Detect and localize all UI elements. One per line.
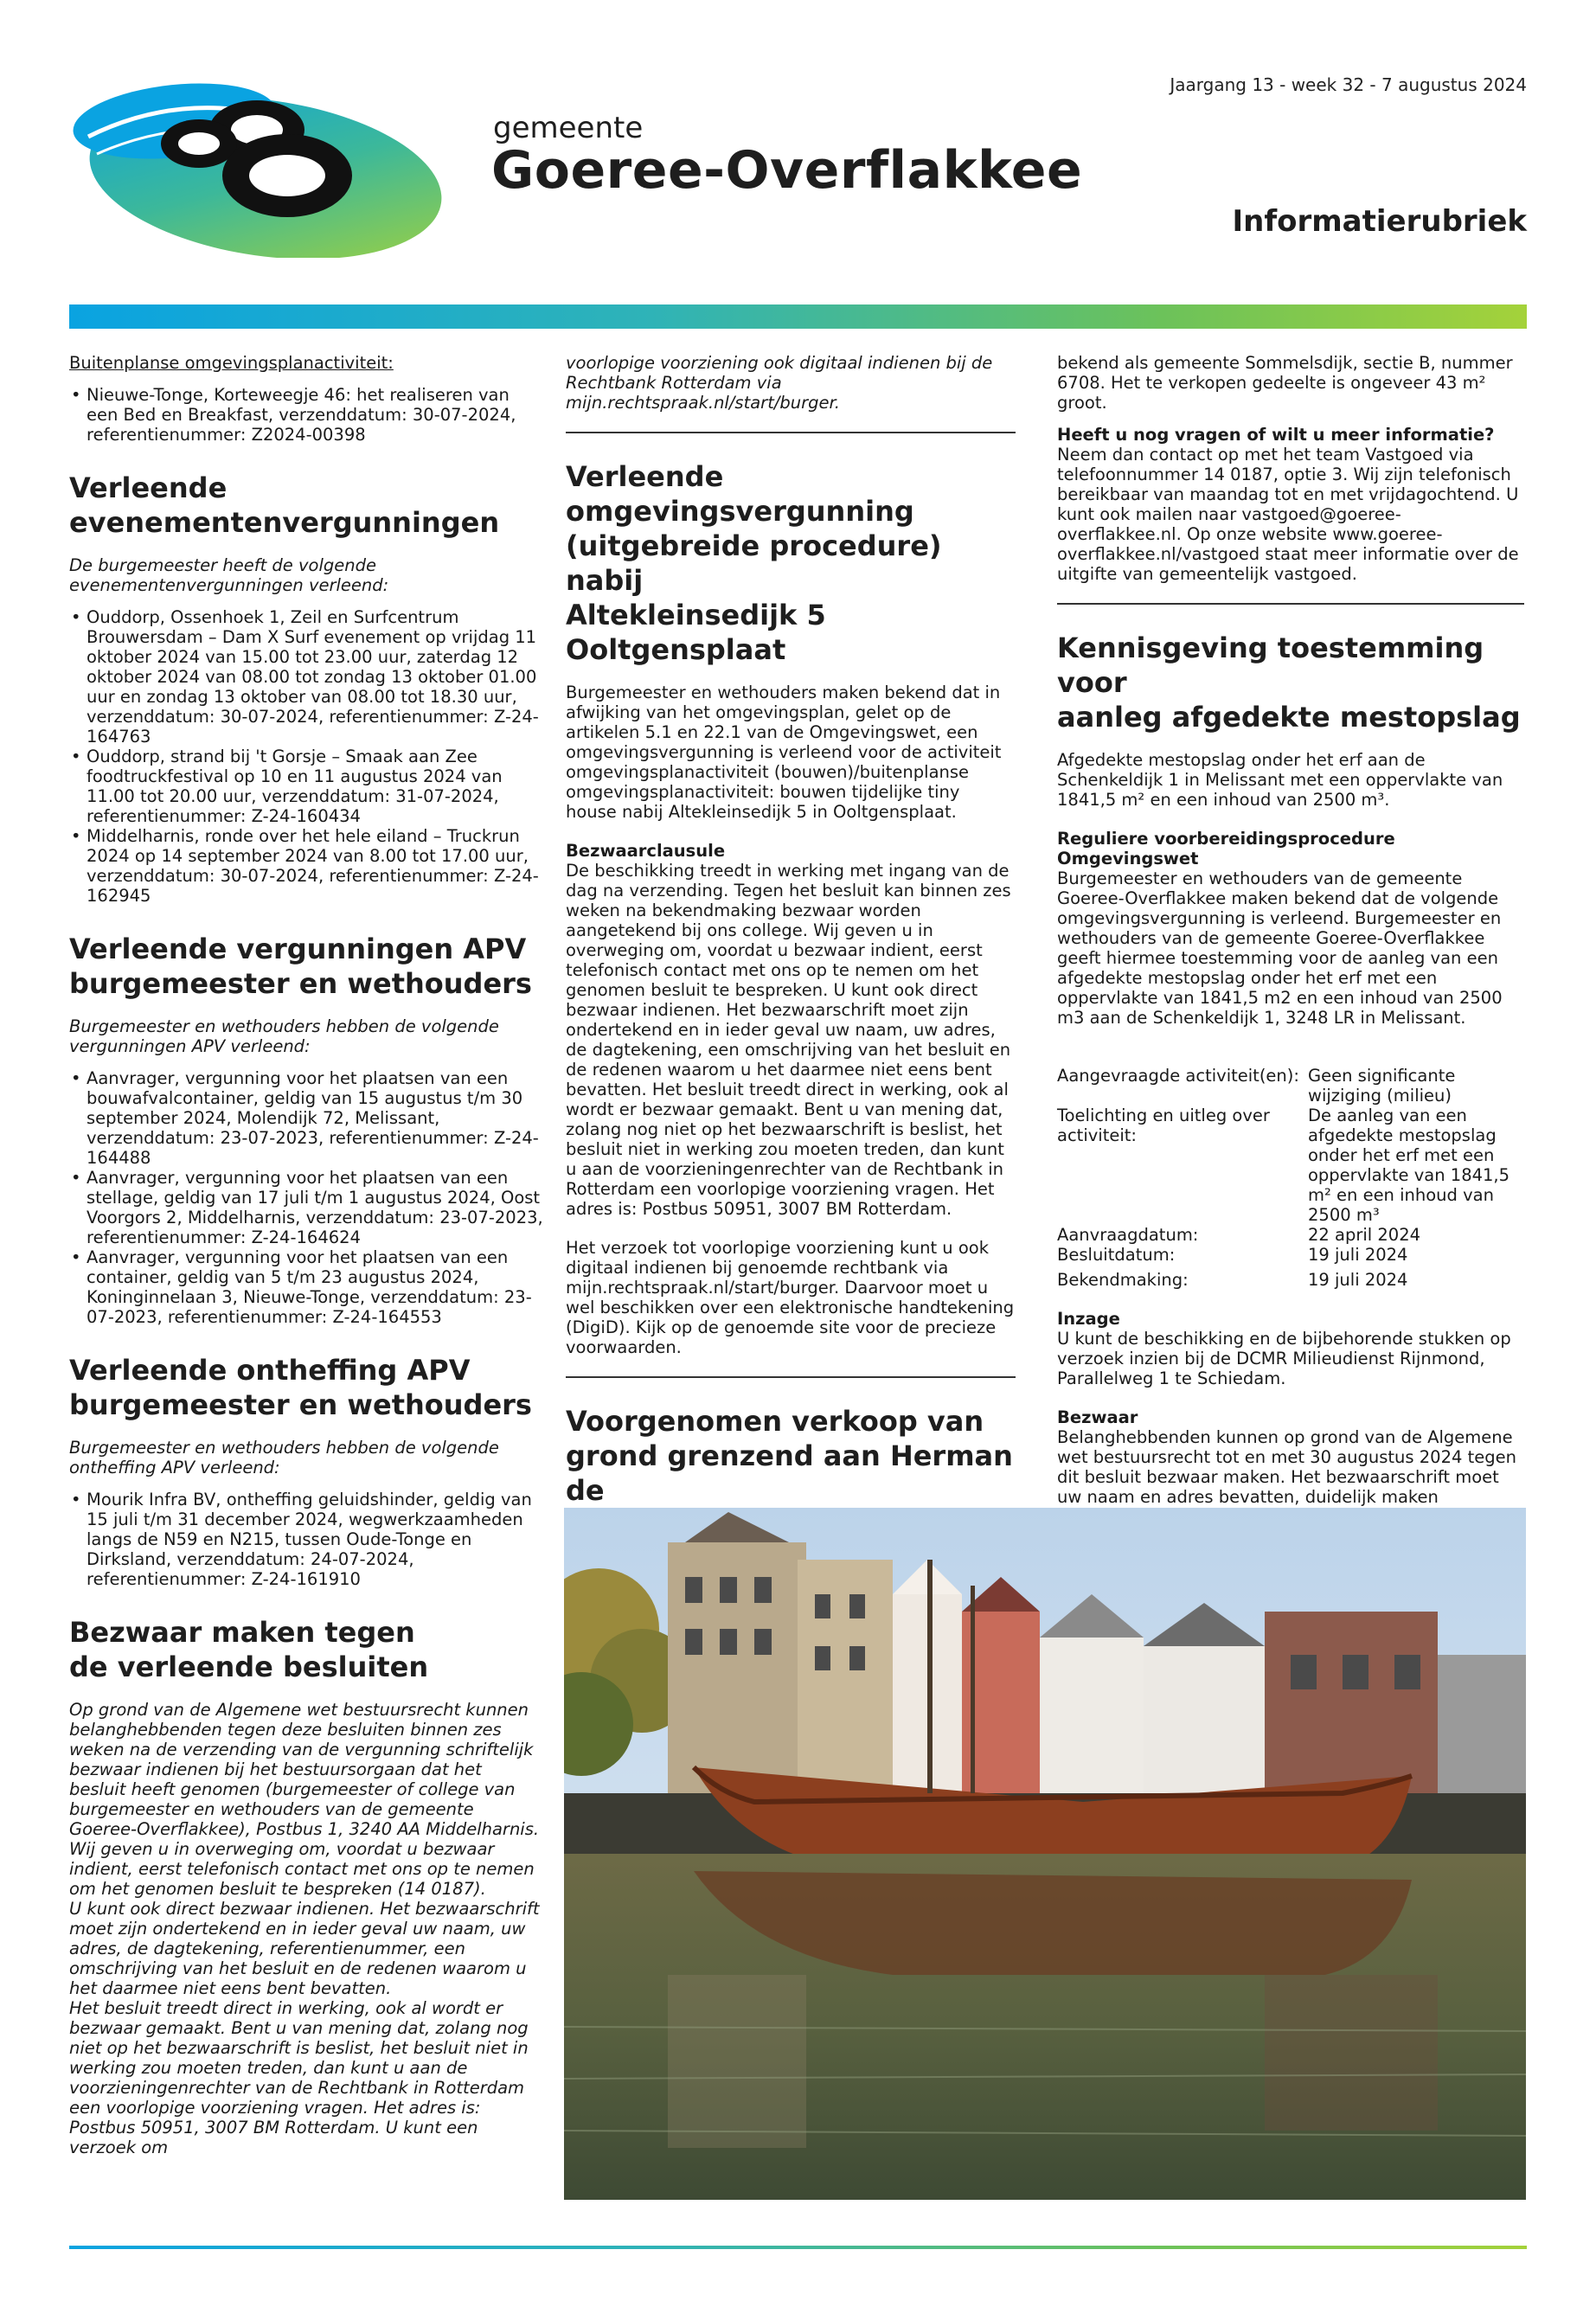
list-item: • Mourik Infra BV, ontheffing geluidshinder, geldig van 15 juli t/m 31 december 2024, wegwerkzaamheden langs de N59 en N215, tussen Oude-Tonge en Dirksland, verzenddatum: 24-07-2024, referentienummer: Z-24-161910: [87, 1490, 543, 1589]
divider: [566, 432, 1016, 433]
bezwaar-paragraph: Het besluit treedt direct in werking, ook al wordt er bezwaar gemaakt. Bent u van mening dat, zolang nog niet op het bezwaarschrift is beslist, het besluit niet in werking zou moeten treden, dan kunt u aan de voorzieningenrechter van de Rechtbank in Rotterdam een voorlopige voorziening vragen. Het adres is: Postbus 50951, 3007 BM Rotterdam. U kunt een verzoek om: [69, 1998, 529, 2157]
paragraph: Burgemeester en wethouders maken bekend dat in afwijking van het omgevingsplan, gelet op de artikelen 5.1 en 22.1 van de Omgevingswet, een omgevingsvergunning is verleend voor de activiteit omgevingsplanactiviteit (bouwen)/buitenplanse omgevingsplanactiviteit: bouwen tijdelijke tiny house nabij Altekleinsedijk 5 in Ooltgensplaat.: [566, 683, 1002, 822]
continued-text: bekend als gemeente Sommelsdijk, sectie B, nummer 6708. Het te verkopen gedeelte is ongeveer 43 m² groot.: [1057, 353, 1513, 413]
heading-bezwaar: Bezwaar maken tegen de verleende besluiten: [69, 1616, 429, 1683]
paragraph: De beschikking treedt in werking met ingang van de dag na verzending. Tegen het besluit kan binnen zes weken na bekendmaking bezwaar worden aangetekend bij ons college. Wij geven u in overweging om, voordat u bezwaar indient, eerst telefonisch contact met ons op te nemen om het genomen besluit te bespreken. U kunt ook direct bezwaar indienen. Het bezwaarschrift moet zijn ondertekend en in ieder geval uw naam, uw adres, de dagtekening, een omschrijving van het besluit en de redenen waarom u het daarmee niet eens bent bevatten. Het besluit treedt direct in werking, ook al wordt er bezwaar gemaakt. Bent u van mening dat, zolang nog niet op het bezwaarschrift is beslist, het besluit niet in werking zou moeten treden, dan kunt u aan de voorzieningenrechter van de Rechtbank in Rotterdam een voorlopige voorziening vragen. Het adres is: Postbus 50951, 3007 BM Rotterdam.: [566, 861, 1011, 1219]
intro-ontheffing: Burgemeester en wethouders hebben de volgende ontheffing APV verleend:: [69, 1438, 499, 1477]
municipality-name: Goeree-Overflakkee: [491, 140, 1083, 201]
table-row: Aangevraagde activiteit(en): Geen significante wijziging (milieu): [1057, 1066, 1456, 1106]
list-item: • Aanvrager, vergunning voor het plaatsen van een bouwafvalcontainer, geldig van 15 augustus t/m 30 september 2024, Molendijk 72, Melissant, verzenddatum: 23-07-2023, referentienummer: Z-24-164488: [87, 1068, 543, 1168]
heading-evenementen: Verleende evenementenvergunningen: [69, 471, 500, 539]
evenementen-list: [69, 607, 543, 906]
table-row: Besluitdatum: 19 juli 2024: [1057, 1245, 1408, 1265]
subheading-bezwaarclausule: Bezwaarclausule: [566, 841, 726, 861]
list-item: • Aanvrager, vergunning voor het plaatsen van een stellage, geldig van 17 juli t/m 1 augustus 2024, Oost Voorgors 2, Middelharnis, verzenddatum: 23-07-2023, referentienummer: Z-24-164624: [87, 1168, 543, 1247]
bezwaar-paragraph: Op grond van de Algemene wet bestuursrecht kunnen belanghebbenden tegen deze besluiten binnen zes weken na de verzending van de vergunning schriftelijk bezwaar indienen bij het bestuursorgaan dat het besluit heeft genomen (burgemeester of college van burgemeester en wethouders van de gemeente Goeree-Overflakkee), Postbus 1, 3240 AA Middelharnis.: [69, 1700, 540, 1839]
gemeente-label: gemeente: [493, 111, 644, 145]
divider: [566, 1376, 1016, 1378]
list-item: • Aanvrager, vergunning voor het plaatsen van een container, geldig van 5 t/m 23 augustus 2024, Koninginnelaan 3, Nieuwe-Tonge, verzenddatum: 23-07-2023, referentienummer: Z-24-164553: [87, 1247, 543, 1327]
table-row: Aanvraagdatum: 22 april 2024: [1057, 1225, 1421, 1245]
section-title: Informatierubriek: [1232, 204, 1527, 239]
column-1: [69, 353, 543, 2157]
paragraph: Neem dan contact op met het team Vastgoed via telefoonnummer 14 0187, optie 3. Wij zijn telefonisch bereikbaar van maandag tot en met vrijdagochtend. U kunt ook mailen naar vastgoed@goeree-overflakkee.nl. Op onze website www.goeree-overflakkee.nl/vastgoed staat meer informatie over de uitgifte van gemeentelijk vastgoed.: [1057, 445, 1519, 584]
issue-line: Jaargang 13 - week 32 - 7 augustus 2024: [1170, 74, 1527, 95]
harbour-photo: [564, 1508, 1526, 2200]
divider: [1057, 603, 1524, 605]
paragraph: Burgemeester en wethouders van de gemeente Goeree-Overflakkee maken bekend dat de volgende omgevingsvergunning is verleend. Burgemeester en wethouders van de gemeente Goeree-Overflakkee geeft hiermee toestemming voor de aanleg van een afgedekte mestopslag onder het erf met een oppervlakte van 1841,5 m2 en een inhoud van 2500 m3 aan de Schenkeldijk 1, 3248 LR in Melissant.: [1057, 868, 1503, 1028]
table-row: Toelichting en uitleg over activiteit: De aanleg van een afgedekte mestopslag onder het erf met een oppervlakte van 1841,5 m² en een inhoud van 2500 m³: [1057, 1106, 1510, 1225]
buitenplanse-label: Buitenplanse omgevingsplanactiviteit:: [69, 353, 394, 373]
subheading-vragen: Heeft u nog vragen of wilt u meer informatie?: [1057, 425, 1495, 445]
ontheffing-list: [69, 1490, 543, 1589]
details-table: [1057, 1066, 1524, 1290]
intro-evenementen: De burgemeester heeft de volgende evenementenvergunningen verleend:: [69, 555, 389, 595]
heading-apv: Verleende vergunningen APV burgemeester en wethouders: [69, 933, 532, 1000]
intro-apv: Burgemeester en wethouders hebben de volgende vergunningen APV verleend:: [69, 1016, 499, 1056]
continued-text: voorlopige voorziening ook digitaal indienen bij de Rechtbank Rotterdam via mijn.rechtspraak.nl/start/burger.: [566, 353, 993, 413]
gemeente-logo-icon: [71, 76, 452, 258]
list-item: • Nieuwe-Tonge, Korteweegje 46: het realiseren van een Bed en Breakfast, verzenddatum: 30-07-2024, referentienummer: Z2024-00398: [87, 385, 543, 445]
paragraph: Afgedekte mestopslag onder het erf aan de Schenkeldijk 1 in Melissant met een oppervlakte van 1841,5 m² en een inhoud van 2500 m³.: [1057, 750, 1503, 810]
footer-gradient-band: [69, 2246, 1527, 2249]
apv-list: [69, 1068, 543, 1327]
table-row: Bekendmaking: 19 juli 2024: [1057, 1270, 1408, 1290]
paragraph: U kunt de beschikking en de bijbehorende stukken op verzoek inzien bij de DCMR Milieudienst Rijnmond, Parallelweg 1 te Schiedam.: [1057, 1329, 1511, 1388]
header-gradient-band: [69, 304, 1527, 329]
subheading-bezwaar: Bezwaar: [1057, 1407, 1138, 1427]
heading-verkoop: Voorgenomen verkoop van grond grenzend aan Herman de: [566, 1405, 1013, 1507]
subheading-inzage: Inzage: [1057, 1309, 1120, 1329]
heading-mestopslag: Kennisgeving toestemming voor aanleg afgedekte mestopslag: [1057, 631, 1521, 734]
column-2: [566, 353, 1016, 1657]
buitenplanse-list: [69, 385, 543, 445]
heading-ontheffing: Verleende ontheffing APV burgemeester en wethouders: [69, 1354, 532, 1421]
paragraph: Het verzoek tot voorlopige voorziening kunt u ook digitaal indienen bij genoemde rechtbank via mijn.rechtspraak.nl/start/burger. Daarvoor moet u wel beschikken over een elektronische handtekening (DigiD). Kijk op de genoemde site voor de precieze voorwaarden.: [566, 1238, 1015, 1357]
subheading-procedure: Reguliere voorbereidingsprocedure Omgevingswet: [1057, 829, 1395, 868]
list-item: • Middelharnis, ronde over het hele eiland – Truckrun 2024 op 14 september 2024 van 8.00 tot 17.00 uur, verzenddatum: 30-07-2024, referentienummer: Z-24-162945: [87, 826, 543, 906]
column-3: [1057, 353, 1524, 1507]
heading-ooltgensplaat: Verleende omgevingsvergunning (uitgebreide procedure) nabij Altekleinsedijk 5 Ooltgensplaat: [566, 460, 942, 666]
paragraph: Belanghebbenden kunnen op grond van de Algemene wet bestuursrecht tot en met 30 augustus 2024 tegen dit besluit bezwaar maken. Het bezwaarschrift moet uw naam en adres bevatten, duidelijk maken: [1057, 1427, 1516, 1507]
list-item: • Ouddorp, Ossenhoek 1, Zeil en Surfcentrum Brouwersdam – Dam X Surf evenement op vrijdag 11 oktober 2024 van 15.00 tot 23.00 uur, zaterdag 12 oktober 2024 van 08.00 tot zondag 13 oktober 01.00 uur en zondag 13 oktober van 08.00 tot 18.30 uur, verzenddatum: 30-07-2024, referentienummer: Z-24-164763: [87, 607, 543, 747]
list-item: • Ouddorp, strand bij 't Gorsje – Smaak aan Zee foodtruckfestival op 10 en 11 augustus 2024 van 11.00 tot 20.00 uur, verzenddatum: 31-07-2024, referentienummer: Z-24-160434: [87, 747, 543, 826]
bezwaar-paragraph: U kunt ook direct bezwaar indienen. Het bezwaarschrift moet zijn ondertekend en in ieder geval uw naam, uw adres, de dagtekening, referentienummer, een omschrijving van het besluit en de redenen waarom u het daarmee niet eens bent bevatten.: [69, 1899, 540, 1998]
bezwaar-paragraph: Wij geven u in overweging om, voordat u bezwaar indient, eerst telefonisch contact met ons op te nemen om het genomen besluit te bespreken (14 0187).: [69, 1839, 535, 1899]
